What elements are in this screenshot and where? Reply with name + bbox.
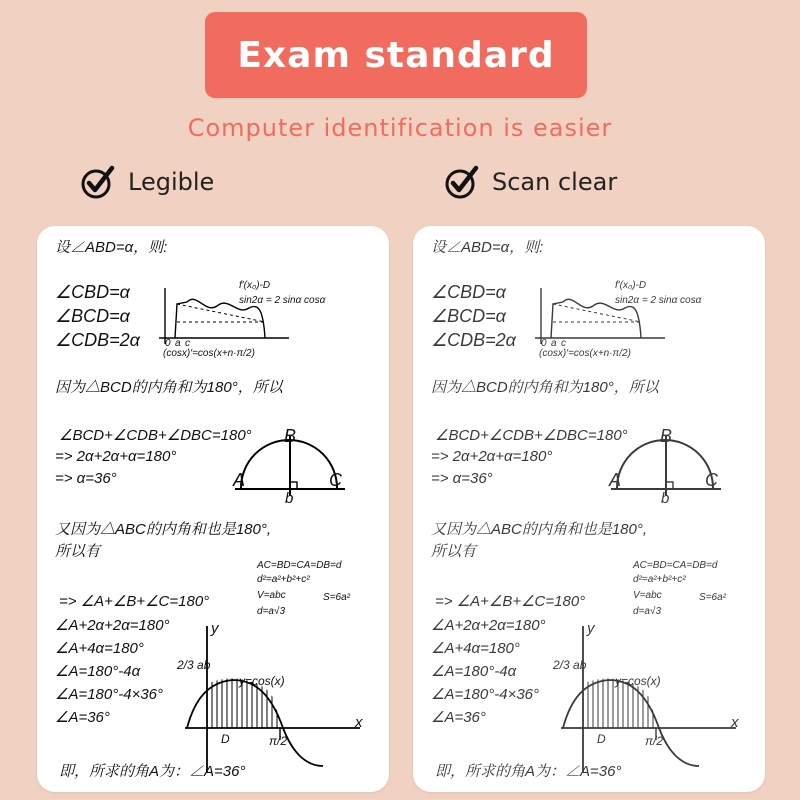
- feature-scan-clear: [444, 164, 617, 200]
- graph-caption: (cosx)′=cos(x+n·π/2): [539, 348, 631, 359]
- formula-annotation: sin2α = 2 sinα cosα: [615, 295, 702, 306]
- point-label: C: [705, 470, 718, 490]
- formula-annotation: d=a√3: [257, 606, 286, 617]
- tick-label: D: [221, 732, 230, 746]
- cosine-graph: [185, 624, 365, 774]
- subtitle: Computer identification is easier: [187, 114, 613, 142]
- note-line: 因为△BCD的内角和为180°，所以: [431, 379, 659, 396]
- feature-legible: [80, 164, 214, 200]
- derivative-graph: [157, 286, 297, 346]
- note-line: 即，所求的角A为：∠A=36°: [435, 763, 622, 780]
- note-line: ∠BCD=α: [55, 306, 130, 326]
- note-line: ∠A=36°: [55, 709, 110, 726]
- cosine-graph: [561, 624, 741, 774]
- note-line: 设∠ABD=α，则:: [431, 239, 544, 256]
- feature-label: Legible: [128, 168, 215, 196]
- tick-label: a: [551, 338, 557, 349]
- note-line: => ∠A+∠B+∠C=180°: [59, 593, 210, 610]
- tick-label: π/2: [269, 734, 288, 748]
- formula-annotation: d²=a²+b²+c²: [633, 574, 686, 585]
- formula-annotation: S=6a²: [323, 592, 350, 603]
- axis-label: x: [731, 714, 739, 731]
- note-line: 设∠ABD=α，则:: [55, 239, 168, 256]
- note-line: ∠CDB=2α: [431, 330, 516, 350]
- derivative-graph: [533, 286, 673, 346]
- axis-label: y: [587, 620, 595, 637]
- handwriting-sample-legible: [37, 226, 389, 792]
- point-label: C: [329, 470, 342, 490]
- formula-annotation: d=a√3: [633, 606, 662, 617]
- point-label: b: [661, 490, 670, 507]
- note-line: => 2α+2α+α=180°: [431, 448, 553, 465]
- note-line: ∠A=180°-4α: [55, 663, 141, 680]
- formula-annotation: f′(x₀)-D: [615, 280, 647, 291]
- note-line: ∠CBD=α: [55, 282, 130, 302]
- tick-label: D: [597, 732, 606, 746]
- checkmark-circle-icon: [80, 164, 116, 200]
- note-line: => α=36°: [55, 470, 117, 487]
- tick-label: a: [175, 338, 181, 349]
- note-line: 又因为△ABC的内角和也是180°,: [431, 521, 648, 538]
- note-line: 又因为△ABC的内角和也是180°,: [55, 521, 272, 538]
- handwriting-sample-scan-clear: [413, 226, 765, 792]
- tick-label: c: [561, 338, 566, 349]
- note-line: ∠A=180°-4×36°: [431, 686, 540, 703]
- formula-annotation: V=abc: [633, 590, 662, 601]
- fraction-annotation: 2/3 ab: [177, 658, 211, 672]
- axis-label: x: [355, 714, 363, 731]
- tick-label: 0: [165, 338, 171, 349]
- note-line: ∠CDB=2α: [55, 330, 140, 350]
- formula-annotation: V=abc: [257, 590, 286, 601]
- banner-title: Exam standard: [237, 34, 555, 76]
- formula-annotation: sin2α = 2 sinα cosα: [239, 295, 326, 306]
- point-label: B: [284, 426, 297, 446]
- note-line: => ∠A+∠B+∠C=180°: [435, 593, 586, 610]
- note-line: 即，所求的角A为：∠A=36°: [59, 763, 246, 780]
- formula-annotation: f′(x₀)-D: [239, 280, 271, 291]
- checkmark-circle-icon: [444, 164, 480, 200]
- fraction-annotation: 2/3 ab: [553, 658, 587, 672]
- note-line: 所以有: [431, 543, 477, 560]
- note-line: ∠A=180°-4×36°: [55, 686, 164, 703]
- note-line: ∠BCD+∠CDB+∠DBC=180°: [59, 427, 252, 444]
- note-line: => α=36°: [431, 470, 493, 487]
- point-label: B: [660, 426, 673, 446]
- note-line: ∠A+2α+2α=180°: [431, 617, 546, 634]
- point-label: b: [285, 490, 294, 507]
- tick-label: 0: [541, 338, 547, 349]
- formula-annotation: d²=a²+b²+c²: [257, 574, 310, 585]
- feature-label: Scan clear: [492, 168, 618, 196]
- note-line: ∠A=180°-4α: [431, 663, 517, 680]
- note-line: => 2α+2α+α=180°: [55, 448, 177, 465]
- point-label: A: [609, 470, 622, 490]
- note-line: ∠CBD=α: [431, 282, 506, 302]
- note-line: ∠BCD=α: [431, 306, 506, 326]
- note-line: 所以有: [55, 543, 101, 560]
- exam-standard-banner: [205, 12, 587, 98]
- point-label: A: [233, 470, 246, 490]
- tick-label: π/2: [645, 734, 664, 748]
- note-line: ∠A+2α+2α=180°: [55, 617, 170, 634]
- note-line: ∠A+4α=180°: [55, 640, 144, 657]
- note-line: ∠BCD+∠CDB+∠DBC=180°: [435, 427, 628, 444]
- formula-annotation: AC=BD=CA=DB=d: [633, 560, 718, 571]
- note-line: 因为△BCD的内角和为180°，所以: [55, 379, 283, 396]
- graph-caption: (cosx)′=cos(x+n·π/2): [163, 348, 255, 359]
- note-line: ∠A+4α=180°: [431, 640, 520, 657]
- formula-annotation: S=6a²: [699, 592, 726, 603]
- formula-annotation: AC=BD=CA=DB=d: [257, 560, 342, 571]
- axis-label: y: [211, 620, 219, 637]
- curve-label: y=cos(x): [615, 674, 661, 688]
- curve-label: y=cos(x): [239, 674, 285, 688]
- tick-label: c: [185, 338, 190, 349]
- note-line: ∠A=36°: [431, 709, 486, 726]
